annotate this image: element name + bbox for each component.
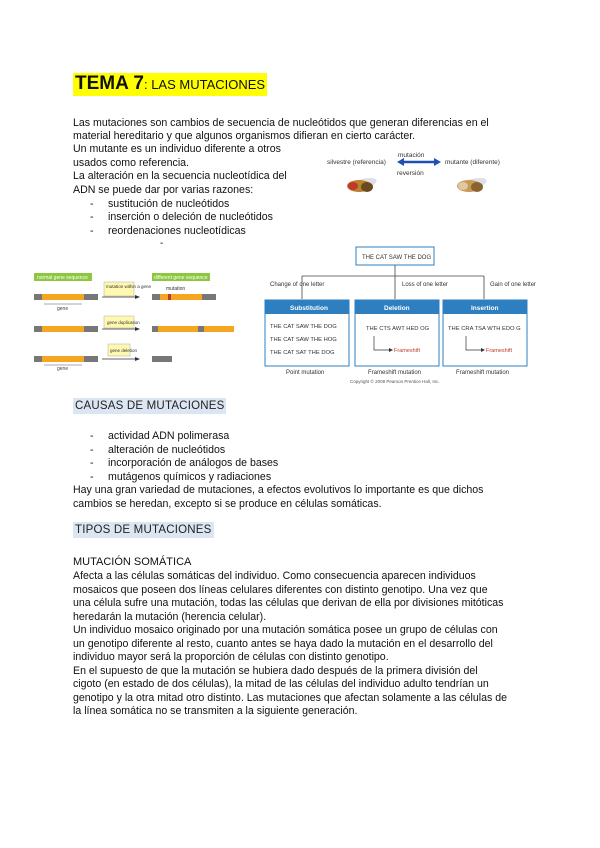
section-heading-types: TIPOS DE MUTACIONES — [75, 524, 212, 536]
cause-bullet: - incorporación de análogos de bases — [90, 457, 279, 469]
types-paragraph-line: En el supuesto de que la mutación se hubiera dado después de la primera división del — [73, 665, 478, 677]
ins-result: Frameshift — [486, 348, 512, 354]
copyright: Copyright © 2008 Pearson Prentice Hall, Inc. — [350, 379, 440, 384]
double-arrow-icon — [397, 158, 441, 166]
cap-point: Point mutation — [286, 370, 325, 376]
types-paragraph-line: Un individuo mosaico originado por una mutación somática posee un grupo de células con — [73, 624, 498, 636]
branch-gain: Gain of one letter — [490, 282, 537, 288]
subheading-somatic: MUTACIÓN SOMÁTICA — [73, 556, 192, 568]
cause-bullet: - mutágenos químicos y radiaciones — [90, 471, 272, 483]
gene-diagram — [32, 268, 242, 376]
types-paragraph-line: una célula sufre una mutación, todas las células que derivan de ella por divisiones mitóticas — [73, 597, 504, 609]
del-result: Frameshift — [394, 348, 420, 354]
branch-change: Change of one letter — [270, 282, 325, 288]
box-insertion: Insertion — [471, 305, 499, 312]
gene-label: gene — [57, 366, 69, 372]
op-deletion: gene deletion — [110, 348, 138, 353]
stray-dash: - — [160, 238, 164, 249]
types-paragraph-line: genotipo y la otra mitad otro distinto. Las mutaciones que afectan solamente a las células de — [73, 692, 508, 704]
section-heading-causes: CAUSAS DE MUTACIONES — [75, 400, 225, 412]
del-line: THE CTS AWT HED OG — [366, 326, 430, 332]
gene-label: gene — [57, 306, 69, 312]
label-wild: silvestre (referencia) — [327, 159, 386, 166]
cap-frame1: Frameshift mutation — [368, 370, 422, 376]
sub-line: THE CAT SAT THE DOG — [270, 350, 335, 356]
causes-paragraph-line: Hay una gran variedad de mutaciones, a efectos evolutivos lo importante es que dichos — [73, 484, 484, 496]
box-deletion: Deletion — [384, 305, 410, 312]
intro-line: ADN se puede dar por varias razones: — [73, 184, 254, 196]
cap-frame2: Frameshift mutation — [456, 370, 510, 376]
sentence: THE CAT SAW THE DOG — [362, 255, 432, 261]
label-normal: normal gene sequence — [37, 275, 88, 281]
fly-figure — [325, 148, 505, 200]
sub-line: THE CAT SAW THE DOG — [270, 324, 337, 330]
box-substitution: Substitution — [290, 305, 328, 312]
intro-bullet: - sustitución de nucleótidos — [90, 198, 230, 210]
intro-line: material hereditario y que algunos organismos difieran en cierto carácter. — [73, 130, 416, 142]
fly-wild-icon — [347, 176, 378, 193]
ins-line: THE CRA TSA WTH EDO G — [448, 326, 521, 332]
title-number: TEMA 7 — [75, 73, 144, 94]
types-paragraph-line: un genotipo diferente al resto, cuanto antes se haya dado la mutación en el desarrollo del — [73, 638, 493, 650]
intro-bullet: - inserción o deleción de nucleótidos — [90, 211, 273, 223]
arrow-bottom-label: reversión — [397, 170, 424, 177]
op-mutation: mutation within a gene — [106, 284, 152, 289]
mutation-label: mutation — [166, 286, 186, 292]
arrow-top-label: mutación — [398, 152, 425, 159]
fly-mutant-icon — [457, 176, 488, 193]
intro-bullet: - reordenaciones nucleotídicas — [90, 225, 246, 237]
label-result: different gene sequence — [154, 275, 208, 281]
title-subtitle: : LAS MUTACIONES — [143, 77, 266, 92]
op-duplication: gene duplication — [107, 320, 140, 325]
label-mutant: mutante (diferente) — [445, 159, 500, 166]
branch-loss: Loss of one letter — [402, 282, 449, 288]
types-paragraph-line: Afecta a las células somáticas del individuo. Como consecuencia aparecen individuos — [73, 570, 476, 582]
intro-line: usados como referencia. — [73, 157, 190, 169]
sub-line: THE CAT SAW THE HOG — [270, 337, 337, 343]
page-title — [73, 73, 267, 96]
intro-line: Un mutante es un individuo diferente a otros — [73, 143, 281, 155]
causes-paragraph-line: cambios se heredan, excepto si se produce en células somáticas. — [73, 498, 382, 510]
cause-bullet: - actividad ADN polimerasa — [90, 430, 230, 442]
types-paragraph-line: individuo mayor será la proporción de células con distinto genotipo. — [73, 651, 389, 663]
intro-line: Las mutaciones son cambios de secuencia de nucleótidos que generan diferencias en el — [73, 117, 489, 129]
types-paragraph-line: mosaicos que poseen dos líneas celulares diferentes con distinto genotipo. Una vez que — [73, 584, 488, 596]
cause-bullet: - alteración de nucleótidos — [90, 444, 226, 456]
intro-line: La alteración en la secuencia nucleotídica del — [73, 170, 287, 182]
mutation-diagram — [262, 244, 537, 386]
types-paragraph-line: cigoto (en estado de dos células), la mitad de las células del individuo adulto tendrían un — [73, 678, 489, 690]
types-paragraph-line: la línea somática no se transmiten a la siguiente generación. — [73, 705, 358, 717]
types-paragraph-line: heredarán la mutación (herencia celular). — [73, 611, 267, 623]
